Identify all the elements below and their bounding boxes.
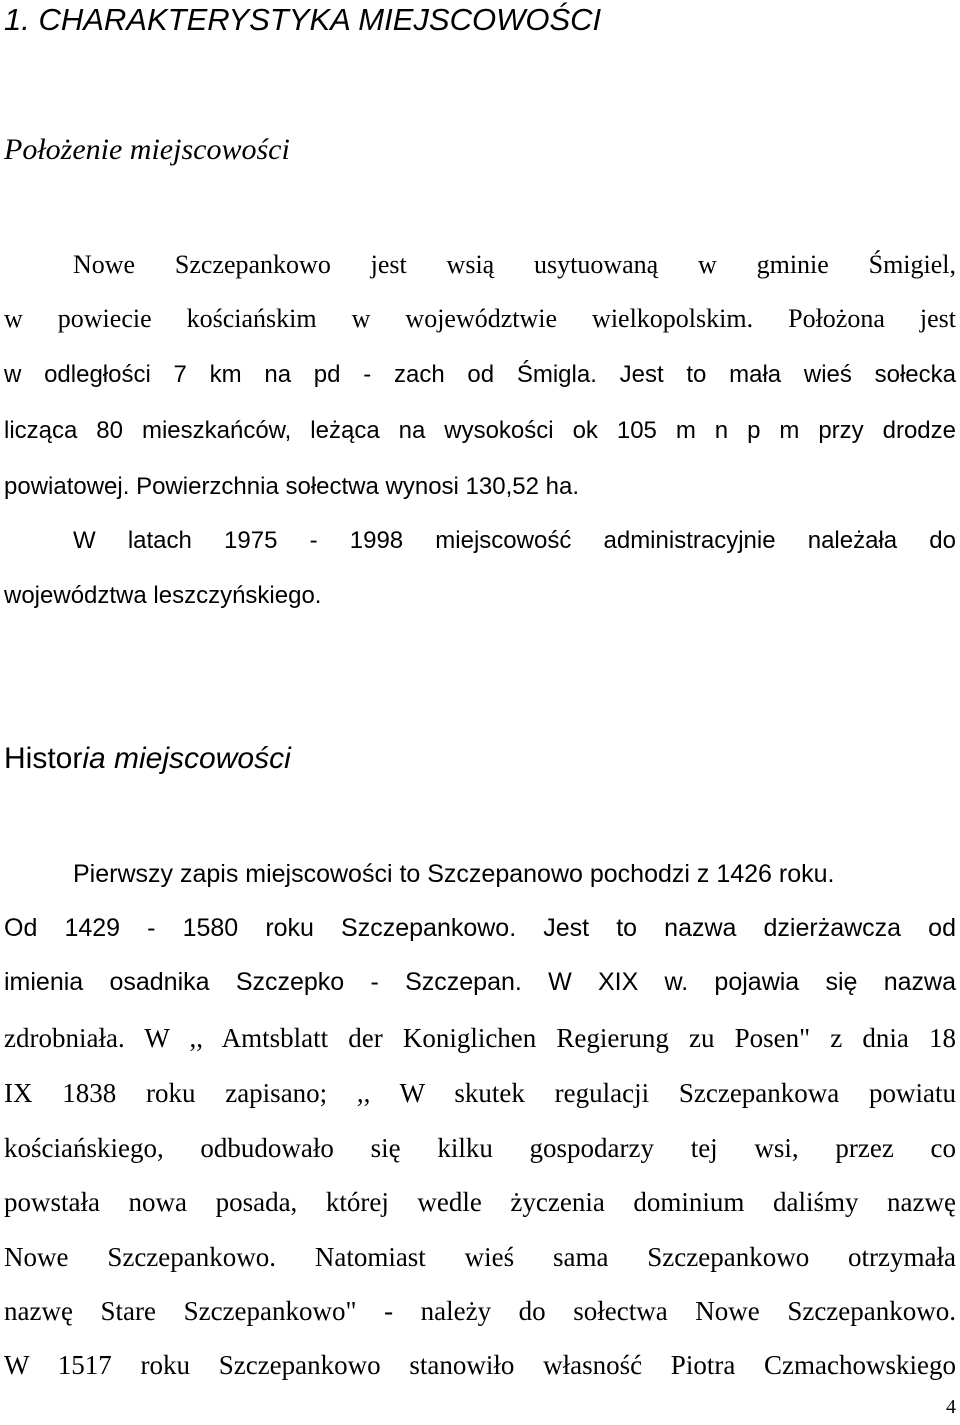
- text-line: W latach 1975 - 1998 miejscowość administracyjnie należała do: [73, 527, 956, 554]
- text-line: imienia osadnika Szczepko - Szczepan. W XIX w. pojawia się nazwa: [4, 968, 956, 996]
- text-line: Nowe Szczepankowo. Natomiast wieś sama Szczepankowo otrzymała: [4, 1242, 956, 1272]
- text-line: powiatowej. Powierzchnia sołectwa wynosi 130,52 ha.: [4, 473, 579, 500]
- text-line: w powiecie kościańskim w województwie wielkopolskim. Położona jest: [4, 304, 956, 333]
- text-line: województwa leszczyńskiego.: [4, 582, 322, 609]
- text-line: licząca 80 mieszkańców, leżąca na wysokości ok 105 m n p m przy drodze: [4, 417, 956, 444]
- text-line: w odległości 7 km na pd - zach od Śmigla. Jest to mała wieś sołecka: [4, 361, 956, 388]
- text-line: powstała nowa posada, której wedle życzenia dominium daliśmy nazwę: [4, 1187, 956, 1217]
- heading-part: Histor: [4, 742, 83, 775]
- text-line: zdrobniała. W ,, Amtsblatt der Koniglichen Regierung zu Posen" z dnia 18: [4, 1023, 956, 1053]
- text-line: nazwę Stare Szczepankowo" - należy do sołectwa Nowe Szczepankowo.: [4, 1296, 956, 1326]
- text-line: Pierwszy zapis miejscowości to Szczepanowo pochodzi z 1426 roku.: [73, 860, 835, 888]
- text-line: Od 1429 - 1580 roku Szczepankowo. Jest to nazwa dzierżawcza od: [4, 914, 956, 942]
- text-line: IX 1838 roku zapisano; ,, W skutek regulacji Szczepankowa powiatu: [4, 1078, 956, 1108]
- chapter-title: 1. CHARAKTERYSTYKA MIEJSCOWOŚCI: [4, 2, 602, 37]
- text-line: Nowe Szczepankowo jest wsią usytuowaną w gminie Śmigiel,: [73, 250, 956, 279]
- heading-part: ia miejscowości: [82, 742, 291, 775]
- section-heading-history: [4, 742, 291, 776]
- text-line: W 1517 roku Szczepankowo stanowiło własność Piotra Czmachowskiego: [4, 1350, 956, 1380]
- page-number: 4: [946, 1396, 956, 1418]
- text-line: kościańskiego, odbudowało się kilku gospodarzy tej wsi, przez co: [4, 1133, 956, 1163]
- section-heading-location: Położenie miejscowości: [4, 133, 290, 166]
